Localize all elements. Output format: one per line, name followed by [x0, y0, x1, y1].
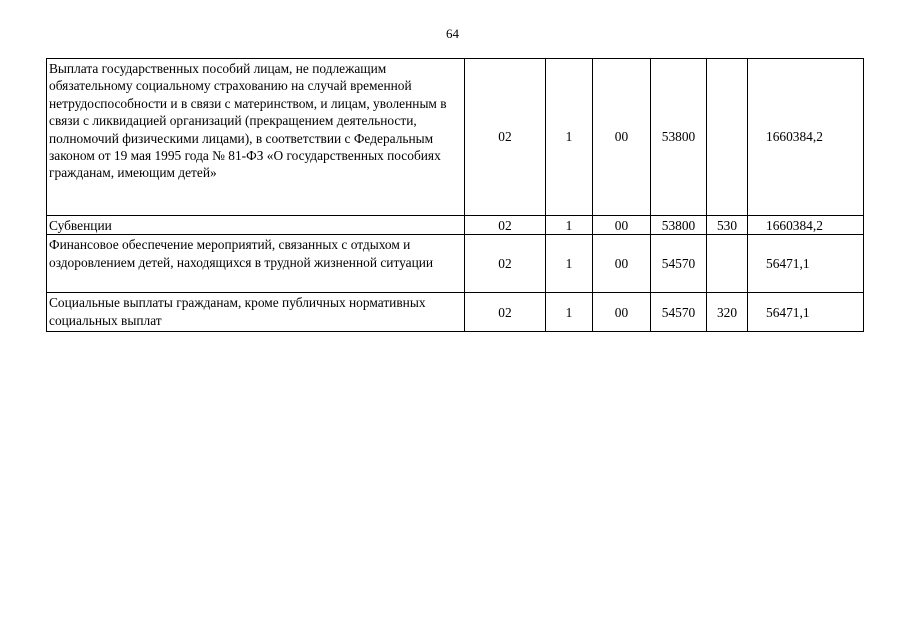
table-row [47, 235, 864, 293]
section-cell: 02 [465, 216, 546, 235]
target-cell: 53800 [651, 59, 707, 216]
target-cell: 54570 [651, 293, 707, 332]
page-number: 64 [446, 26, 459, 41]
target-cell: 53800 [651, 216, 707, 235]
row-name-cell: Выплата государственных пособий лицам, не подлежащим обязательному социальному страхованию на случай временной нетрудоспособности и в связи с материнством, и лицам, уволенным в связи с ликвидацией организаций (прекращением деятельности, полномочий физическими лицами), в соответствии с Федеральным законом от 19 мая 1995 года № 81-ФЗ «О государственных пособиях гражданам, имеющим детей» [47, 59, 465, 216]
subsection-cell: 1 [546, 293, 593, 332]
subsection-cell: 1 [546, 235, 593, 293]
table-row [47, 216, 864, 235]
amount-cell: 1660384,2 [748, 59, 864, 216]
amount-cell: 56471,1 [748, 293, 864, 332]
section-cell: 02 [465, 59, 546, 216]
budget-table [46, 58, 864, 332]
expense-type-cell: 530 [707, 216, 748, 235]
code-cell: 00 [593, 293, 651, 332]
expense-type-cell [707, 59, 748, 216]
row-name-cell: Субвенции [47, 216, 465, 235]
subsection-cell: 1 [546, 216, 593, 235]
section-cell: 02 [465, 235, 546, 293]
expense-type-cell: 320 [707, 293, 748, 332]
subsection-cell: 1 [546, 59, 593, 216]
amount-cell: 1660384,2 [748, 216, 864, 235]
code-cell: 00 [593, 216, 651, 235]
expense-type-cell [707, 235, 748, 293]
table-row [47, 59, 864, 216]
section-cell: 02 [465, 293, 546, 332]
target-cell: 54570 [651, 235, 707, 293]
amount-cell: 56471,1 [748, 235, 864, 293]
code-cell: 00 [593, 59, 651, 216]
table-row [47, 293, 864, 332]
row-name-cell: Финансовое обеспечение мероприятий, связанных с отдыхом и оздоровлением детей, находящихся в трудной жизненной ситуации [47, 235, 465, 293]
code-cell: 00 [593, 235, 651, 293]
row-name-cell: Социальные выплаты гражданам, кроме публичных нормативных социальных выплат [47, 293, 465, 332]
